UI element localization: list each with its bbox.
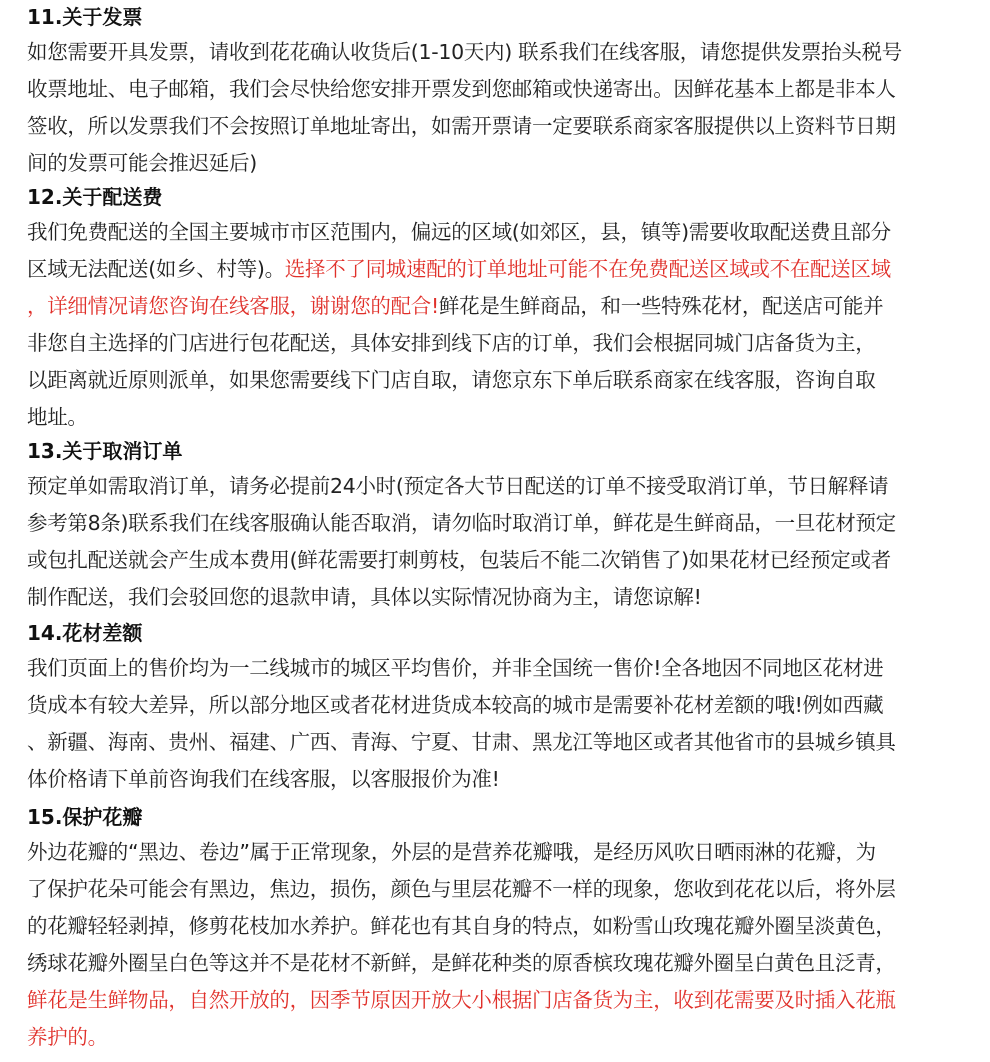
section-title: 15.保护花瓣 [27, 805, 143, 829]
section-title: 11.关于发票 [27, 5, 143, 29]
paragraph-line: 预定单如需取消订单，请务必提前24小时(预定各大节日配送的订单不接受取消订单，节日解释请 [27, 474, 889, 498]
section-title: 14.花材差额 [27, 621, 143, 645]
paragraph-line-highlight: 养护的。 [27, 1025, 108, 1049]
paragraph-line: 或包扎配送就会产生成本费用(鲜花需要打刺剪枝，包装后不能二次销售了)如果花材已经预定或者 [27, 548, 891, 572]
paragraph-line: 绣球花瓣外圈呈白色等这并不是花材不新鲜，是鲜花种类的原香槟玫瑰花瓣外圈呈白黄色且泛青， [27, 951, 896, 975]
paragraph-line: 货成本有较大差异，所以部分地区或者花材进货成本较高的城市是需要补花材差额的哦!例如西藏 [27, 693, 884, 717]
text-segment: 鲜花是生鲜商品，和一些特殊花材，配送店可能并 [438, 294, 884, 318]
paragraph-line: 签收，所以发票我们不会按照订单地址寄出，如需开票请一定要联系商家客服提供以上资料节日期 [27, 114, 896, 138]
paragraph-line: 制作配送，我们会驳回您的退款申请，具体以实际情况协商为主，请您谅解! [27, 585, 702, 609]
paragraph-line: 我们页面上的售价均为一二线城市的城区平均售价，并非全国统一售价!全各地因不同地区花材进 [27, 656, 884, 680]
highlight-segment: ，详细情况请您咨询在线客服，谢谢您的配合! [27, 294, 439, 318]
paragraph-line: 外边花瓣的“黑边、卷边”属于正常现象，外层的是营养花瓣哦，是经历风吹日晒雨淋的花瓣，为 [27, 840, 876, 864]
paragraph-line: 以距离就近原则派单，如果您需要线下门店自取，请您京东下单后联系商家在线客服，咨询自取 [27, 368, 876, 392]
paragraph-line: 地址。 [27, 405, 88, 429]
paragraph-line [27, 288, 990, 325]
paragraph-line: 的花瓣轻轻剥掉，修剪花枝加水养护。鲜花也有其自身的特点，如粉雪山玫瑰花瓣外圈呈淡黄色， [27, 914, 896, 938]
paragraph-line: 体价格请下单前咨询我们在线客服，以客服报价为准! [27, 767, 500, 791]
text-segment: 区域无法配送(如乡、村等)。 [27, 257, 285, 281]
paragraph-line: 参考第8条)联系我们在线客服确认能否取消，请勿临时取消订单，鲜花是生鲜商品，一旦花材预定 [27, 511, 896, 535]
highlight-segment: 选择不了同城速配的订单地址可能不在免费配送区域或不在配送区域 [284, 257, 891, 281]
section-invoice [27, 0, 990, 182]
section-petal-protection [27, 800, 990, 1056]
paragraph-line-highlight: 鲜花是生鲜物品，自然开放的，因季节原因开放大小根据门店备货为主，收到花需要及时插入花瓶 [27, 988, 896, 1012]
paragraph-line: 了保护花朵可能会有黑边，焦边，损伤，颜色与里层花瓣不一样的现象，您收到花花以后，将外层 [27, 877, 896, 901]
section-price-difference [27, 616, 990, 798]
paragraph-line: 收票地址、电子邮箱，我们会尽快给您安排开票发到您邮箱或快递寄出。因鲜花基本上都是非本人 [27, 77, 896, 101]
paragraph-line: 非您自主选择的门店进行包花配送，具体安排到线下店的订单，我们会根据同城门店备货为主， [27, 331, 876, 355]
paragraph-line: 、新疆、海南、贵州、福建、广西、青海、宁夏、甘肃、黑龙江等地区或者其他省市的县城乡镇具 [27, 730, 896, 754]
paragraph-line: 间的发票可能会推迟延后) [27, 151, 257, 175]
section-delivery-fee [27, 180, 990, 436]
section-cancel-order [27, 434, 990, 616]
paragraph-line: 我们免费配送的全国主要城市市区范围内，偏远的区域(如郊区，县，镇等)需要收取配送费且部分 [27, 220, 891, 244]
paragraph-line [27, 251, 990, 288]
section-title: 12.关于配送费 [27, 185, 163, 209]
paragraph-line: 如您需要开具发票，请收到花花确认收货后(1-10天内) 联系我们在线客服，请您提供发票抬头税号 [27, 40, 902, 64]
section-title: 13.关于取消订单 [27, 439, 183, 463]
